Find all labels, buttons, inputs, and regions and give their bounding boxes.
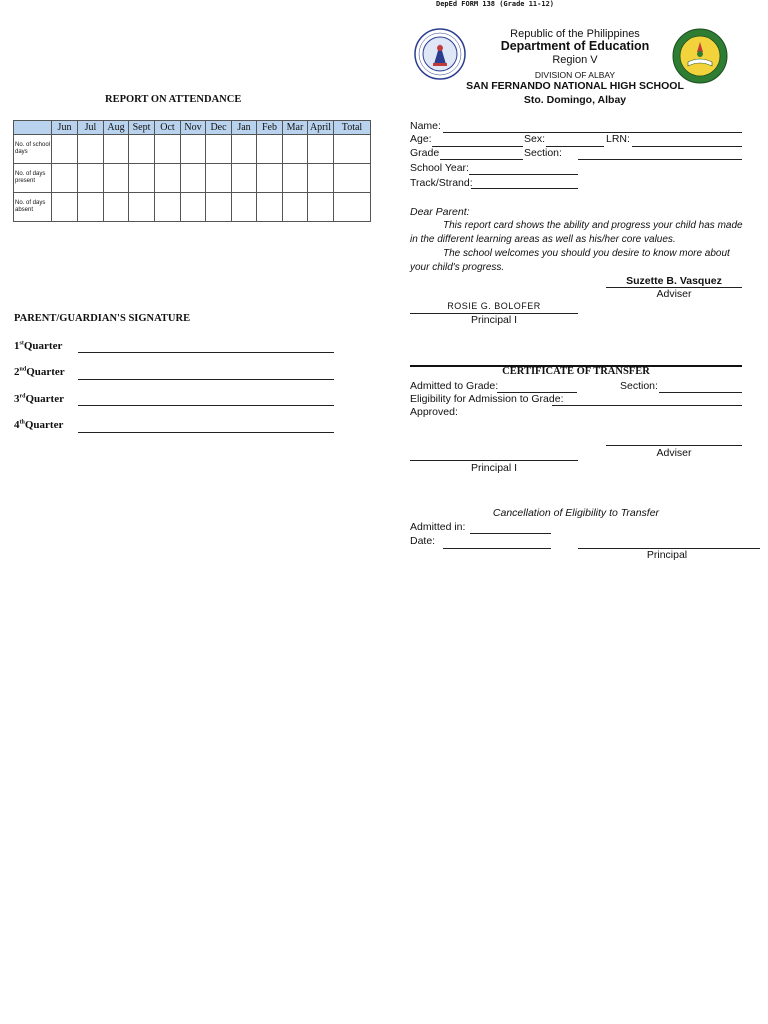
cancellation-title: Cancellation of Eligibility to Transfer (492, 507, 660, 519)
letter-line-2: in the different learning areas as well as his/her core values. (410, 234, 676, 245)
quarter-2-label: 2ndQuarter (14, 366, 65, 378)
letter-line-4: your child's progress. (410, 262, 505, 273)
attendance-cell[interactable] (334, 135, 371, 164)
attendance-cell[interactable] (181, 164, 206, 193)
signature-title: PARENT/GUARDIAN'S SIGNATURE (14, 313, 191, 324)
date-label: Date: (410, 535, 436, 547)
certificate-section-field[interactable] (659, 392, 742, 393)
month-header: Dec (206, 121, 232, 135)
quarter-1-label: 1stQuarter (14, 340, 63, 352)
admitted-in-label: Admitted in: (410, 521, 466, 533)
quarter-4-signature-line[interactable] (78, 432, 334, 433)
admitted-in-field[interactable] (470, 533, 551, 534)
deped-seal-logo (414, 28, 466, 80)
transfer-principal-title: Principal I (470, 462, 518, 474)
attendance-cell[interactable] (257, 164, 283, 193)
month-header: Jul (78, 121, 104, 135)
attendance-cell[interactable] (181, 193, 206, 222)
month-header: Sept (129, 121, 155, 135)
eligibility-field[interactable] (552, 405, 742, 406)
table-row (14, 135, 371, 164)
section-field[interactable] (578, 159, 742, 160)
table-row (14, 193, 371, 222)
attendance-cell[interactable] (129, 193, 155, 222)
attendance-cell[interactable] (257, 135, 283, 164)
header-location: Sto. Domingo, Albay (523, 94, 627, 106)
attendance-cell[interactable] (155, 193, 181, 222)
attendance-cell[interactable] (308, 135, 334, 164)
attendance-table (13, 120, 371, 222)
quarter-2-signature-line[interactable] (78, 379, 334, 380)
principal-name: ROSIE G. BOLOFER (447, 301, 541, 311)
grade-label: Grade (410, 147, 440, 159)
attendance-cell[interactable] (78, 135, 104, 164)
attendance-cell[interactable] (232, 193, 257, 222)
month-header: Mar (283, 121, 308, 135)
section-label: Section: (524, 147, 562, 159)
month-header: Jun (52, 121, 78, 135)
table-row (14, 164, 371, 193)
age-field[interactable] (432, 146, 523, 147)
quarter-1-signature-line[interactable] (78, 352, 334, 353)
attendance-cell[interactable] (283, 164, 308, 193)
attendance-cell[interactable] (283, 135, 308, 164)
month-header: Nov (181, 121, 206, 135)
month-header: Oct (155, 121, 181, 135)
attendance-cell[interactable] (206, 164, 232, 193)
attendance-cell[interactable] (129, 164, 155, 193)
row-label-days-absent: No. of days absent (14, 193, 52, 222)
attendance-cell[interactable] (334, 164, 371, 193)
date-field[interactable] (443, 548, 551, 549)
school-year-field[interactable] (469, 174, 578, 175)
header-division: DIVISION OF ALBAY (534, 70, 616, 80)
row-label-days-present: No. of days present (14, 164, 52, 193)
admitted-grade-label: Admitted to Grade: (410, 380, 499, 392)
row-label-school-days: No. of school days (14, 135, 52, 164)
attendance-cell[interactable] (232, 135, 257, 164)
eligibility-label: Eligibility for Admission to Grade: (410, 393, 564, 405)
age-label: Age: (410, 133, 432, 145)
attendance-cell[interactable] (257, 193, 283, 222)
track-strand-label: Track/Strand: (410, 177, 473, 189)
attendance-cell[interactable] (78, 164, 104, 193)
name-field[interactable] (443, 132, 742, 133)
attendance-corner-cell (14, 121, 52, 135)
attendance-cell[interactable] (78, 193, 104, 222)
attendance-cell[interactable] (232, 164, 257, 193)
grade-field[interactable] (440, 159, 523, 160)
attendance-cell[interactable] (308, 164, 334, 193)
transfer-adviser-title: Adviser (656, 447, 692, 459)
cancellation-principal-title: Principal (646, 549, 688, 561)
form-id: DepEd FORM 138 (Grade 11-12) (436, 0, 555, 8)
month-header: April (308, 121, 334, 135)
name-label: Name: (410, 120, 441, 132)
adviser-title: Adviser (656, 288, 692, 300)
attendance-cell[interactable] (206, 135, 232, 164)
attendance-cell[interactable] (52, 135, 78, 164)
lrn-label: LRN: (606, 133, 630, 145)
attendance-cell[interactable] (206, 193, 232, 222)
sex-label: Sex: (524, 133, 546, 145)
attendance-cell[interactable] (104, 164, 129, 193)
adviser-name: Suzette B. Vasquez (626, 275, 722, 287)
header-region: Region V (552, 54, 598, 66)
attendance-cell[interactable] (52, 164, 78, 193)
attendance-header-row (14, 121, 371, 135)
certificate-section-label: Section: (620, 380, 658, 392)
quarter-4-label: 4thQuarter (14, 419, 64, 431)
certificate-title: CERTIFICATE OF TRANSFER (502, 366, 650, 377)
month-header: Feb (257, 121, 283, 135)
track-strand-field[interactable] (471, 188, 578, 189)
transfer-principal-signature-line[interactable] (410, 460, 578, 461)
attendance-cell[interactable] (104, 135, 129, 164)
letter-line-1: This report card shows the ability and progress your child has made (443, 220, 743, 231)
attendance-cell[interactable] (155, 135, 181, 164)
lrn-field[interactable] (632, 146, 742, 147)
header-school: SAN FERNANDO NATIONAL HIGH SCHOOL (466, 80, 684, 92)
header-republic: Republic of the Philippines (510, 28, 640, 40)
quarter-3-label: 3rdQuarter (14, 393, 64, 405)
attendance-cell[interactable] (155, 164, 181, 193)
quarter-3-signature-line[interactable] (78, 405, 334, 406)
attendance-cell[interactable] (129, 135, 155, 164)
month-header: Aug (104, 121, 129, 135)
principal-title: Principal I (470, 314, 518, 326)
school-year-label: School Year: (410, 162, 469, 174)
letter-salutation: Dear Parent: (410, 206, 470, 218)
approved-label: Approved: (410, 406, 458, 418)
attendance-cell[interactable] (104, 193, 129, 222)
letter-line-3: The school welcomes you should you desire to know more about (443, 248, 730, 259)
attendance-cell[interactable] (334, 193, 371, 222)
attendance-title: REPORT ON ATTENDANCE (105, 94, 242, 105)
attendance-cell[interactable] (181, 135, 206, 164)
attendance-cell[interactable] (308, 193, 334, 222)
month-header: Jan (232, 121, 257, 135)
attendance-cell[interactable] (283, 193, 308, 222)
header-department: Department of Education (500, 39, 650, 53)
transfer-adviser-signature-line[interactable] (606, 445, 742, 446)
total-header: Total (334, 121, 371, 135)
attendance-cell[interactable] (52, 193, 78, 222)
